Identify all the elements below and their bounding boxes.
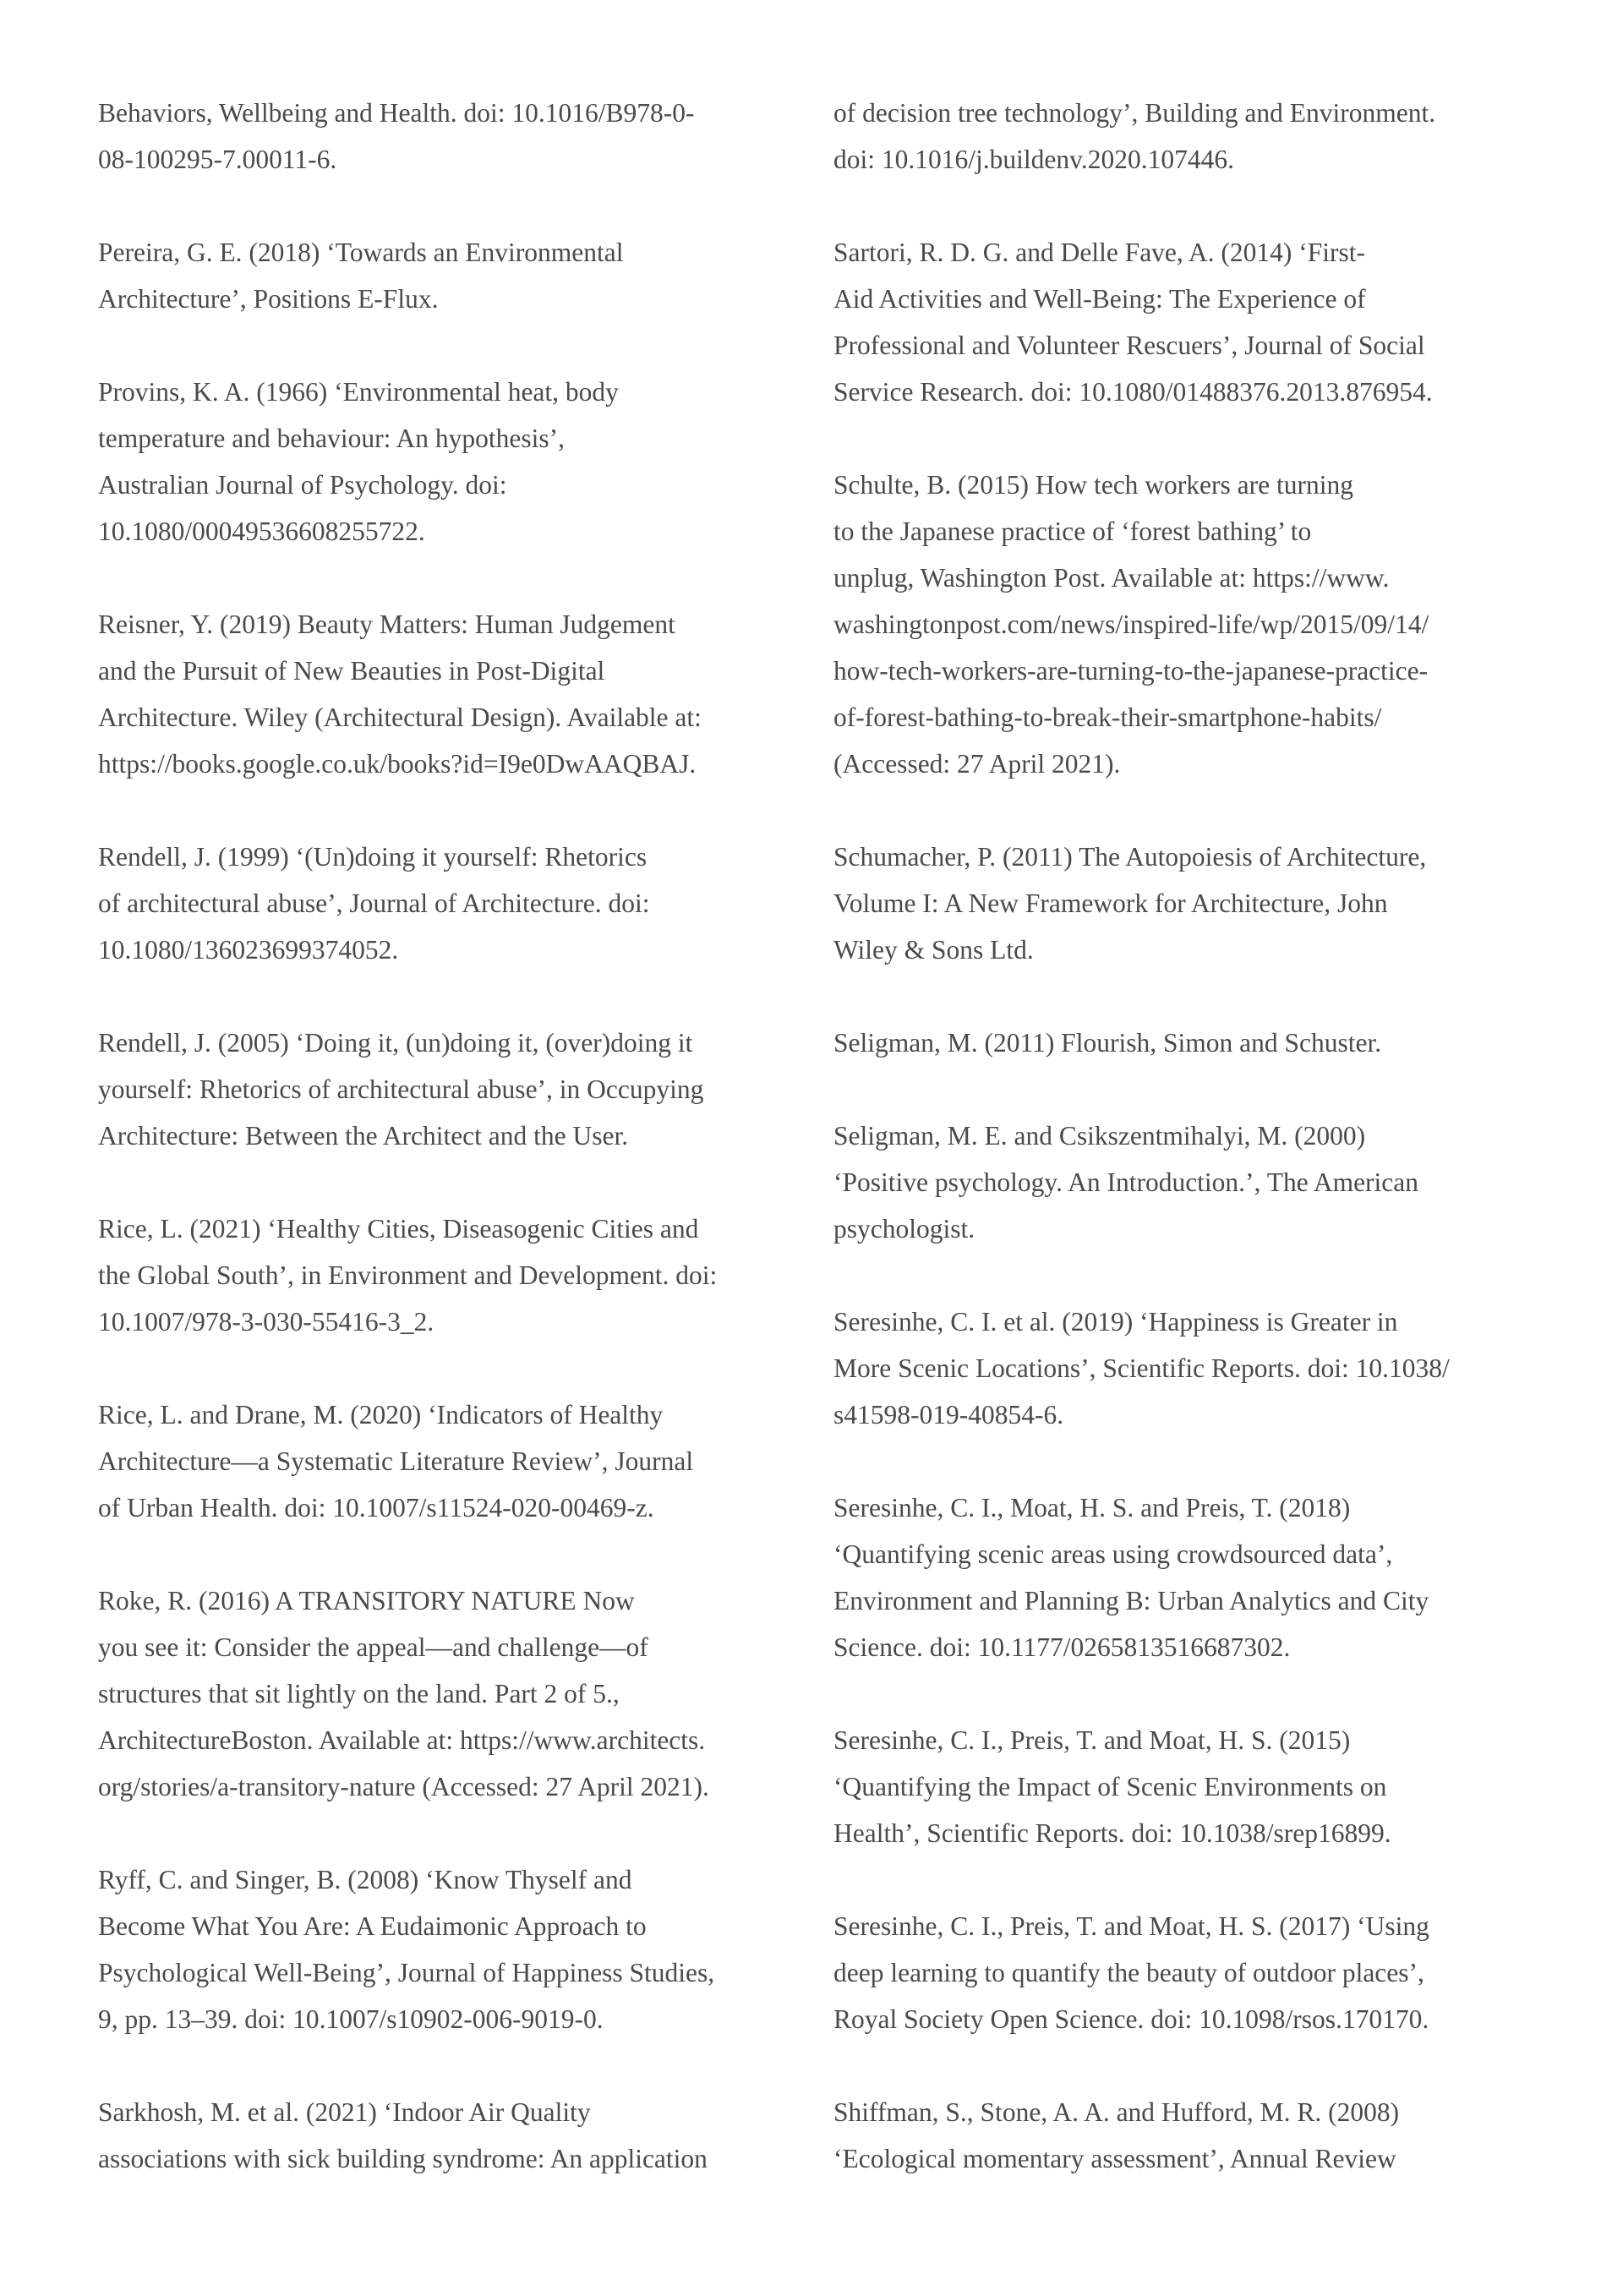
- reference-line: Behaviors, Wellbeing and Health. doi: 10.1016/B978-0-: [98, 98, 695, 128]
- reference-entry: [98, 1856, 808, 2042]
- reference-entry: [833, 834, 1544, 973]
- reference-line: Seresinhe, C. I., Preis, T. and Moat, H. S. (2015): [833, 1725, 1351, 1755]
- reference-line: Pereira, G. E. (2018) ‘Towards an Environmental: [98, 238, 624, 267]
- reference-line: Provins, K. A. (1966) ‘Environmental heat, body: [98, 377, 619, 407]
- reference-line: washingtonpost.com/news/inspired-life/wp/2015/09/14/: [833, 610, 1429, 639]
- reference-entry: [833, 1903, 1544, 2042]
- reference-line: Rice, L. and Drane, M. (2020) ‘Indicators of Healthy: [98, 1400, 664, 1430]
- reference-line: 08-100295-7.00011-6.: [98, 145, 337, 174]
- reference-line: Volume I: A New Framework for Architecture, John: [833, 888, 1388, 918]
- reference-entry: [98, 1205, 808, 1345]
- reference-line: Shiffman, S., Stone, A. A. and Hufford, M. R. (2008): [833, 2097, 1400, 2127]
- reference-line: Aid Activities and Well-Being: The Experience of: [833, 284, 1366, 314]
- reference-line: Psychological Well-Being’, Journal of Happiness Studies,: [98, 1958, 715, 1987]
- reference-line: yourself: Rhetorics of architectural abuse’, in Occupying: [98, 1074, 704, 1104]
- reference-line: (Accessed: 27 April 2021).: [833, 749, 1121, 779]
- reference-line: Roke, R. (2016) A TRANSITORY NATURE Now: [98, 1586, 635, 1615]
- reference-line: ‘Positive psychology. An Introduction.’, The American: [833, 1167, 1419, 1197]
- reference-entry: [833, 462, 1544, 787]
- reference-entry: [833, 1717, 1544, 1856]
- reference-entry: [833, 1112, 1544, 1252]
- reference-line: Seresinhe, C. I., Preis, T. and Moat, H. S. (2017) ‘Using: [833, 1911, 1429, 1941]
- reference-entry: [98, 369, 808, 555]
- reference-entry: [833, 1298, 1544, 1438]
- reference-line: to the Japanese practice of ‘forest bathing’ to: [833, 517, 1312, 546]
- reference-line: Seligman, M. (2011) Flourish, Simon and Schuster.: [833, 1028, 1382, 1058]
- reference-line: ‘Ecological momentary assessment’, Annual Review: [833, 2144, 1396, 2173]
- reference-line: associations with sick building syndrome: An application: [98, 2144, 708, 2173]
- reference-line: unplug, Washington Post. Available at: https://www.: [833, 563, 1390, 593]
- reference-entry: [98, 2089, 808, 2182]
- reference-line: Environment and Planning B: Urban Analytics and City: [833, 1586, 1429, 1615]
- reference-line: Professional and Volunteer Rescuers’, Journal of Social: [833, 331, 1425, 360]
- reference-line: https://books.google.co.uk/books?id=I9e0DwAAQBAJ.: [98, 749, 697, 779]
- reference-line: psychologist.: [833, 1214, 975, 1244]
- reference-line: Become What You Are: A Eudaimonic Approach to: [98, 1911, 647, 1941]
- right-reference-column: [833, 90, 1544, 2228]
- reference-line: the Global South’, in Environment and Development. doi:: [98, 1260, 718, 1290]
- reference-line: Wiley & Sons Ltd.: [833, 935, 1034, 965]
- reference-line: Sartori, R. D. G. and Delle Fave, A. (2014) ‘First-: [833, 238, 1366, 267]
- reference-entry: [98, 1391, 808, 1531]
- reference-line: Architecture’, Positions E-Flux.: [98, 284, 439, 314]
- reference-line: of-forest-bathing-to-break-their-smartphone-habits/: [833, 702, 1382, 732]
- reference-line: Rendell, J. (1999) ‘(Un)doing it yourself: Rhetorics: [98, 842, 648, 872]
- reference-line: Rendell, J. (2005) ‘Doing it, (un)doing it, (over)doing it: [98, 1028, 693, 1058]
- reference-line: 10.1080/136023699374052.: [98, 935, 399, 965]
- reference-line: Health’, Scientific Reports. doi: 10.1038/srep16899.: [833, 1818, 1391, 1848]
- reference-line: deep learning to quantify the beauty of outdoor places’,: [833, 1958, 1424, 1987]
- reference-line: Seligman, M. E. and Csikszentmihalyi, M. (2000): [833, 1121, 1366, 1151]
- reference-line: 9, pp. 13–39. doi: 10.1007/s10902-006-9019-0.: [98, 2004, 604, 2034]
- reference-entry: [833, 1484, 1544, 1670]
- reference-line: of architectural abuse’, Journal of Architecture. doi:: [98, 888, 650, 918]
- reference-line: structures that sit lightly on the land. Part 2 of 5.,: [98, 1679, 620, 1708]
- reference-line: Sarkhosh, M. et al. (2021) ‘Indoor Air Quality: [98, 2097, 591, 2127]
- reference-line: Seresinhe, C. I., Moat, H. S. and Preis, T. (2018): [833, 1493, 1351, 1522]
- reference-entry: [98, 229, 808, 322]
- reference-line: you see it: Consider the appeal—and challenge—of: [98, 1632, 648, 1662]
- reference-line: ‘Quantifying the Impact of Scenic Environments on: [833, 1772, 1387, 1801]
- reference-line: Royal Society Open Science. doi: 10.1098/rsos.170170.: [833, 2004, 1429, 2034]
- reference-entry: [833, 1020, 1544, 1066]
- reference-line: 10.1007/978-3-030-55416-3_2.: [98, 1307, 434, 1337]
- reference-line: ‘Quantifying scenic areas using crowdsourced data’,: [833, 1539, 1393, 1569]
- reference-entry: [98, 834, 808, 973]
- reference-line: of decision tree technology’, Building and Environment.: [833, 98, 1436, 128]
- reference-entry: [833, 229, 1544, 415]
- reference-line: Australian Journal of Psychology. doi:: [98, 470, 507, 500]
- reference-line: 10.1080/00049536608255722.: [98, 517, 425, 546]
- reference-entry: [98, 1020, 808, 1159]
- reference-line: Science. doi: 10.1177/0265813516687302.: [833, 1632, 1291, 1662]
- reference-line: Seresinhe, C. I. et al. (2019) ‘Happiness is Greater in: [833, 1307, 1398, 1337]
- reference-line: Service Research. doi: 10.1080/01488376.2013.876954.: [833, 377, 1433, 407]
- reference-line: and the Pursuit of New Beauties in Post-Digital: [98, 656, 605, 686]
- reference-line: Ryff, C. and Singer, B. (2008) ‘Know Thyself and: [98, 1865, 632, 1894]
- reference-line: ArchitectureBoston. Available at: https://www.architects.: [98, 1725, 706, 1755]
- reference-line: Reisner, Y. (2019) Beauty Matters: Human Judgement: [98, 610, 675, 639]
- reference-line: of Urban Health. doi: 10.1007/s11524-020-00469-z.: [98, 1493, 654, 1522]
- reference-line: Schulte, B. (2015) How tech workers are turning: [833, 470, 1353, 500]
- reference-line: Architecture: Between the Architect and the User.: [98, 1121, 629, 1151]
- reference-line: how-tech-workers-are-turning-to-the-japanese-practice-: [833, 656, 1429, 686]
- reference-line: Schumacher, P. (2011) The Autopoiesis of Architecture,: [833, 842, 1427, 872]
- reference-entry: [98, 1577, 808, 1810]
- reference-line: s41598-019-40854-6.: [833, 1400, 1064, 1430]
- reference-line: Architecture. Wiley (Architectural Design). Available at:: [98, 702, 702, 732]
- reference-entry: [98, 601, 808, 787]
- reference-entry: [833, 90, 1544, 183]
- reference-entry: [98, 90, 808, 183]
- reference-line: Rice, L. (2021) ‘Healthy Cities, Diseasogenic Cities and: [98, 1214, 699, 1244]
- left-reference-column: [98, 90, 808, 2228]
- reference-line: doi: 10.1016/j.buildenv.2020.107446.: [833, 145, 1234, 174]
- reference-line: org/stories/a-transitory-nature (Accessed: 27 April 2021).: [98, 1772, 709, 1801]
- reference-line: temperature and behaviour: An hypothesis’,: [98, 424, 565, 453]
- reference-entry: [833, 2089, 1544, 2182]
- reference-line: Architecture—a Systematic Literature Review’, Journal: [98, 1446, 694, 1476]
- reference-line: More Scenic Locations’, Scientific Reports. doi: 10.1038/: [833, 1353, 1450, 1383]
